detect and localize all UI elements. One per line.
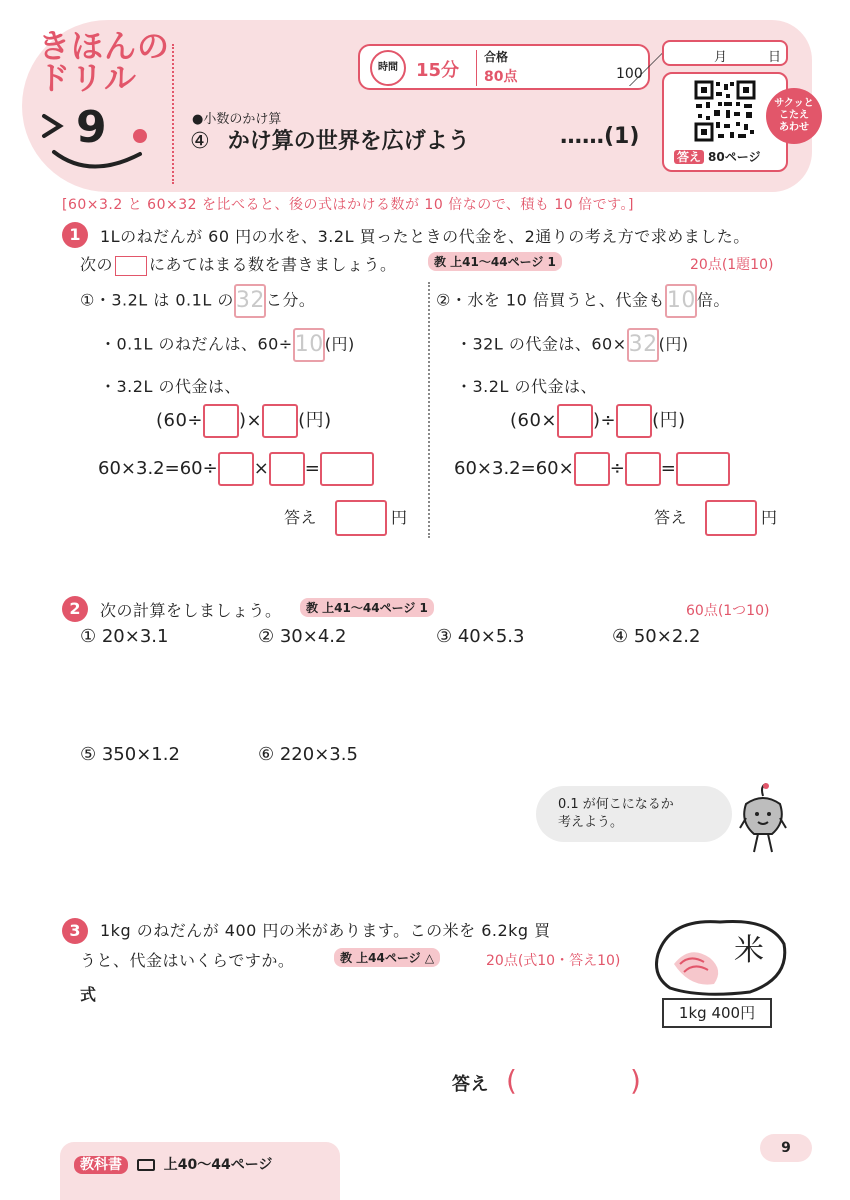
question-3-points: 20点(式10・答え10) [486,953,621,969]
q1-right-calc-eq: = [660,458,676,479]
q1-left-line2-post: (円) [324,334,355,354]
q1-right-line4-post: (円) [652,410,686,431]
question-2-points: 60点(1つ10) [686,603,770,619]
q1-left-line2 [100,328,355,362]
q1-left-line3: ・3.2L の代金は、 [100,377,241,396]
question-1-points: 20点(1題10) [690,257,774,273]
question-1-textbook-ref: 教 上41〜44ページ 1 [428,252,562,271]
rice-bag-icon [650,914,790,998]
answer-label: 答え [674,150,704,164]
q1-right-line1-post: 倍。 [696,290,730,310]
price-tag: 1kg 400円 [662,998,772,1028]
lesson-title-text: かけ算の世界を広げよう [227,129,470,154]
page-number: 9 [760,1134,812,1162]
q1-left-line1 [80,284,315,318]
hint-line2: 考えよう。 [558,815,624,830]
instruction-post: にあてはまる数を書きましょう。 [149,255,397,274]
q2-problem-4: ④ 50×2.2 [612,626,701,647]
question-3-text-line2: うと、代金はいくらですか。 [80,951,295,970]
logo [38,27,171,97]
q3-answer-close-paren: ) [630,1064,641,1097]
q1-right-line4-mid: )÷ [593,410,617,431]
pass-score: 80点 [484,69,518,85]
q3-answer-open-paren: ( [506,1064,517,1097]
qr-code-icon[interactable] [694,80,756,142]
q1-right-filled-10: 10 [665,284,697,318]
question-2-text: 次の計算をしましょう。 [100,601,282,620]
q3-answer-label: 答え [452,1074,489,1095]
q1-right-line1-pre: ②・水を 10 倍買うと、代金も [436,290,665,310]
q1-right-line1 [436,284,730,318]
total-score: 100 [616,66,643,82]
formula-label: 式 [80,985,97,1004]
unit-label: ●小数のかけ算 [192,112,282,127]
time-value: 15分 [416,60,460,81]
q1-left-calc-pre: 60×3.2=60÷ [98,458,218,479]
answer-box[interactable] [269,452,305,486]
q2-problem-1: ① 20×3.1 [80,626,169,647]
textbook-label: 教科書 [74,1156,128,1174]
clock-icon: 時間 [370,50,406,86]
book-icon [137,1159,155,1171]
answer-box[interactable] [705,500,757,536]
question-2-textbook-ref: 教 上41〜44ページ 1 [300,598,434,617]
answer-box[interactable] [335,500,387,536]
q1-left-line4-post: (円) [298,410,332,431]
q1-left-calc-times: × [253,458,269,479]
answer-box[interactable] [218,452,254,486]
q2-problem-3: ③ 40×5.3 [436,626,525,647]
logo-face-icon [40,96,160,176]
question-1-instruction [80,252,397,276]
date-day: 日 [768,50,782,65]
date-field[interactable] [662,40,788,66]
sakutto-line3: あわせ [779,122,809,133]
q3-answer-input[interactable] [524,1064,632,1100]
q1-right-answer-unit: 円 [761,507,778,527]
time-score-box [358,44,650,90]
q1-right-line3: ・3.2L の代金は、 [456,377,597,396]
intro-note: [60×3.2 と 60×32 を比べると、後の式はかける数が 10 倍なので、積も 10 倍です。] [62,197,634,213]
q1-right-answer-label: 答え [654,507,688,527]
header-divider [172,44,174,184]
answer-box[interactable] [320,452,374,486]
q1-right-line2-pre: ・32L の代金は、60× [456,334,627,354]
hint-line1: 0.1 が何こになるか [558,797,674,812]
sakutto-line2: こたえ [779,110,809,121]
logo-line2: ドリル [38,59,138,97]
answer-page: 80ページ [708,150,761,164]
q1-right-line4-pre: (60× [510,410,558,431]
q1-left-calc-eq: = [304,458,320,479]
answer-box[interactable] [574,452,610,486]
q1-right-calc [454,452,730,486]
instruction-pre: 次の [80,255,114,274]
answer-box[interactable] [262,404,298,438]
answer-box[interactable] [557,404,593,438]
q1-right-line2-post: (円) [658,334,689,354]
q1-left-answer [284,500,408,536]
lesson-number: ④ [190,129,210,154]
blank-sample-box [115,256,147,276]
q1-left-filled-10: 10 [293,328,325,362]
q1-left-calc [98,452,374,486]
q1-left-line2-pre: ・0.1L のねだんは、60÷ [100,334,293,354]
q1-left-line4-pre: (60÷ [156,410,204,431]
time-divider [476,50,477,86]
q1-left-answer-label: 答え [284,507,318,527]
footer-textbook [74,1154,272,1174]
question-1-divider [428,282,430,538]
q1-left-line1-pre: ①・3.2L は 0.1L の [80,290,234,310]
q1-right-calc-pre: 60×3.2=60× [454,458,574,479]
question-1-text: 1Lのねだんが 60 円の水を、3.2L 買ったときの代金を、2通りの考え方で求めました。 [100,227,750,246]
q2-problem-2: ② 30×4.2 [258,626,347,647]
pass-label: 合格 [484,50,509,64]
hint-bubble [536,786,732,842]
date-month: 月 [714,50,728,65]
formula-area[interactable] [78,1004,638,1048]
answer-box[interactable] [676,452,730,486]
q1-right-line4 [510,404,686,438]
lesson-part: ……(1) [560,124,640,149]
q1-left-answer-unit: 円 [391,507,408,527]
answer-box[interactable] [616,404,652,438]
logo-line1: きほんの [38,27,171,65]
textbook-pages: 上40〜44ページ [163,1157,273,1173]
q1-right-answer [654,500,778,536]
question-2-number: 2 [62,596,88,622]
q1-left-line1-post: こ分。 [265,290,316,310]
answer-page-tag [674,148,760,165]
question-1-number: 1 [62,222,88,248]
q1-left-line4-mid: )× [239,410,263,431]
rice-char: 米 [734,933,764,968]
question-3-number: 3 [62,918,88,944]
answer-box[interactable] [625,452,661,486]
q2-problem-6: ⑥ 220×3.5 [258,744,358,765]
q1-left-filled-32: 32 [234,284,266,318]
question-3-text-line1: 1kg のねだんが 400 円の米があります。この米を 6.2kg 買 [100,921,551,940]
logo-number: 9 [76,102,107,153]
sakutto-badge[interactable] [766,88,822,144]
sakutto-line1: サクッと [774,98,814,109]
q1-right-line2 [456,328,689,362]
q1-right-calc-div: ÷ [609,458,625,479]
q2-problem-5: ⑤ 350×1.2 [80,744,180,765]
answer-box[interactable] [203,404,239,438]
apple-mascot-icon [738,782,788,858]
q1-right-filled-32: 32 [627,328,659,362]
question-3-textbook-ref: 教 上44ページ △ [334,948,440,967]
lesson-title [190,124,470,155]
q1-left-line4 [156,404,332,438]
